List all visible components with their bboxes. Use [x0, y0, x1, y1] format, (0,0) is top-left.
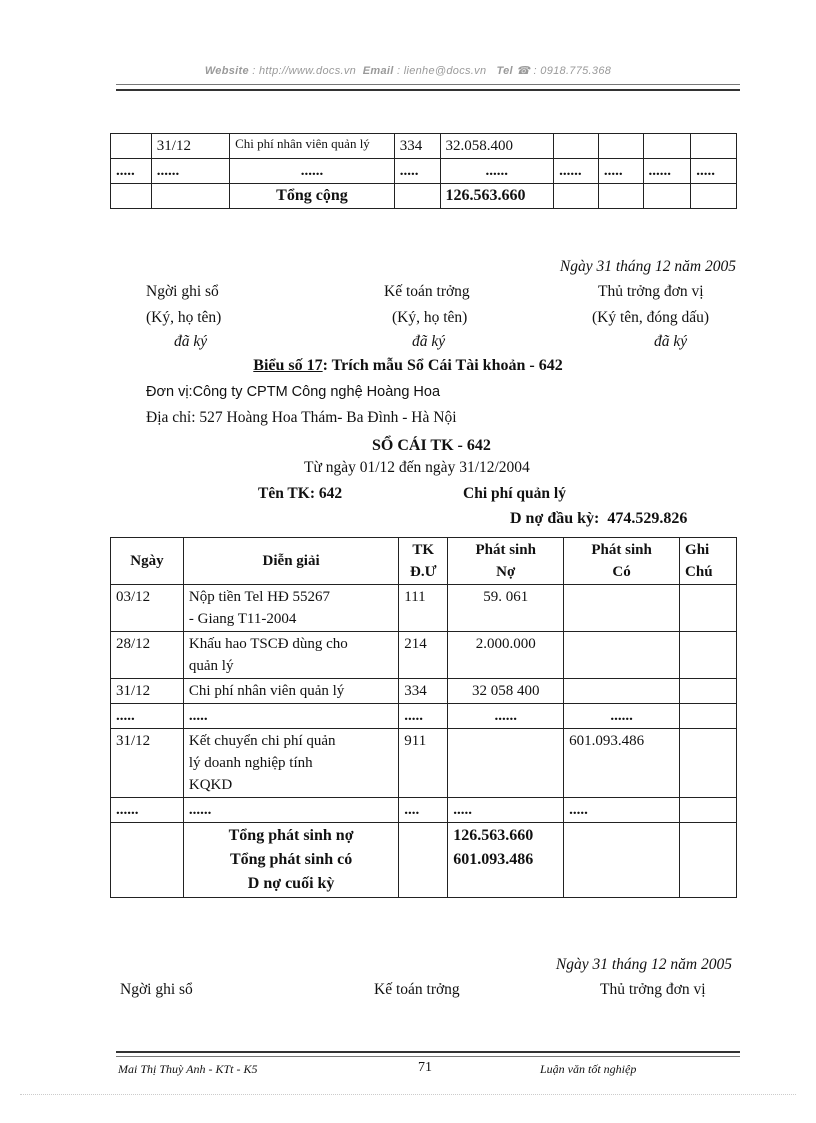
page-header — [0, 64, 816, 77]
tel-value: ☎ : 0918.775.368 — [516, 65, 612, 77]
signer-accountant-sig: đã ký — [412, 333, 446, 350]
total-label: Tổng cộng — [230, 184, 395, 209]
signer-accountant-title-2: Kế toán trởng — [374, 981, 460, 998]
total-amount: 126.563.660 — [440, 184, 554, 209]
email-label: Email — [362, 65, 394, 77]
total-debit-label: Tổng phát sinh nợ — [228, 827, 354, 844]
total-debit-value: 126.563.660 — [453, 827, 534, 844]
table-row: ..... ...... ...... ..... ...... ...... ..... ...... ..... — [111, 159, 737, 184]
signer-director-title: Thủ trởng đơn vị — [598, 283, 704, 300]
ledger-caption — [0, 357, 816, 375]
col-note: Ghi Chú — [680, 538, 737, 585]
header-rule-thin — [116, 84, 740, 85]
table-row: 31/12 Chi phí nhân viên quản lý 334 32 058 400 — [111, 679, 737, 704]
signer-director-title-2: Thủ trởng đơn vị — [600, 981, 706, 998]
page-number: 71 — [418, 1060, 432, 1075]
company-address: Địa chỉ: 527 Hoàng Hoa Thám- Ba Đình - Hà Nội — [146, 409, 457, 426]
footer-rule-thick — [116, 1051, 740, 1053]
email-value: : lienhe@docs.vn — [397, 65, 487, 77]
caption-rest: : Trích mẫu Sổ Cái Tài khoản - 642 — [322, 357, 563, 374]
col-debit: Phát sinh Nợ — [448, 538, 564, 585]
total-credit-label: Tổng phát sinh có — [229, 851, 353, 868]
col-date: Ngày — [111, 538, 184, 585]
ledger-period: Từ ngày 01/12 đến ngày 31/12/2004 — [304, 459, 530, 476]
table-row-total — [111, 184, 737, 209]
page-bottom-dots — [20, 1094, 796, 1095]
tk-name-value: Chi phí quản lý — [463, 485, 566, 502]
signer-accountant-title: Kế toán trởng — [384, 283, 470, 300]
col-tk: TK Đ.Ư — [399, 538, 448, 585]
cell-desc: Chi phí nhân viên quản lý — [230, 134, 395, 159]
website-value: : http://www.docs.vn — [252, 65, 357, 77]
footer-author: Mai Thị Thuỳ Anh - KTt - K5 — [118, 1062, 258, 1076]
signer-accountant-sub: (Ký, họ tên) — [392, 309, 468, 326]
table-row — [111, 134, 737, 159]
ledger-header-row — [111, 538, 737, 585]
signer-recorder-sig: đã ký — [174, 333, 208, 350]
date-line-2: Ngày 31 tháng 12 năm 2005 — [555, 956, 732, 973]
cell-date: 31/12 — [151, 134, 229, 159]
opening-label: D nợ đầu kỳ: — [510, 510, 600, 527]
opening-balance — [510, 510, 687, 528]
website-label: Website — [204, 65, 249, 77]
table-row: 31/12 Kết chuyển chi phí quản lý doanh nghiệp tính KQKD 911 601.093.486 — [111, 729, 737, 798]
table-row: ...... ...... .... ..... ..... — [111, 798, 737, 823]
footer-thesis: Luận văn tốt nghiệp — [540, 1062, 637, 1076]
total-credit-value: 601.093.486 — [453, 851, 534, 868]
col-credit: Phát sinh Có — [564, 538, 680, 585]
tk-name-label: Tên TK: 642 — [258, 485, 343, 502]
ledger-table — [110, 537, 737, 898]
caption-label: Biểu số 17 — [253, 357, 323, 374]
signer-director-sub: (Ký tên, đóng dấu) — [592, 309, 710, 326]
signer-director-sig: đã ký — [654, 333, 688, 350]
top-table — [110, 133, 737, 209]
table-row: 03/12 Nộp tiền Tel HĐ 55267 - Giang T11-2004 111 59. 061 — [111, 585, 737, 632]
ledger-title: SỔ CÁI TK - 642 — [372, 437, 491, 454]
header-rule-thick — [116, 89, 740, 91]
footer-rule-thin — [116, 1056, 740, 1057]
cell-amount: 32.058.400 — [440, 134, 554, 159]
ledger-totals-row — [111, 823, 737, 898]
signer-recorder-title: Ngời ghi sổ — [146, 283, 219, 300]
signer-recorder-sub: (Ký, họ tên) — [146, 309, 222, 326]
table-row: 28/12 Khấu hao TSCĐ dùng cho quản lý 214 2.000.000 — [111, 632, 737, 679]
tel-label: Tel — [496, 65, 513, 77]
closing-balance-label: D nợ cuối kỳ — [247, 875, 335, 892]
company-unit: Đơn vị:Công ty CPTM Công nghệ Hoàng Hoa — [146, 384, 441, 400]
cell-tk: 334 — [394, 134, 440, 159]
signer-recorder-title-2: Ngời ghi sổ — [120, 981, 193, 998]
date-line: Ngày 31 tháng 12 năm 2005 — [559, 258, 736, 275]
table-row: ..... ..... ..... ...... ...... — [111, 704, 737, 729]
opening-value: 474.529.826 — [607, 510, 688, 527]
col-desc: Diễn giải — [183, 538, 398, 585]
